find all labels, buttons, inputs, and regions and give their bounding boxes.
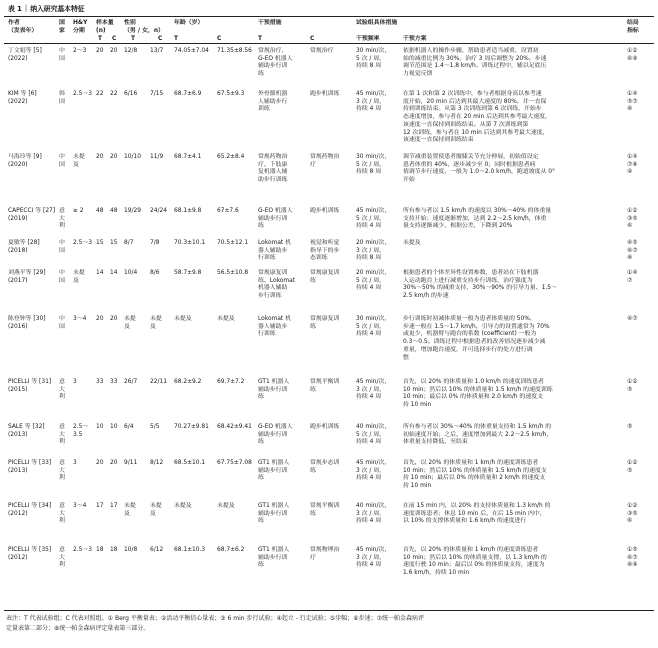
cell-scheme: 首先，以 20% 的体质量和 1 km/h 的速度训练患者 10 min；然后以 10% 的体质量支撑，以 1.3 km/h 的 速度行驶 10 min；最后以 0% 的体质量支持，速度为 1.6 km/h，持续 10 min [403,547,547,577]
table-note-line-1: 表注：T 代表试验组；C 代表对照组。① Berg 平衡量表；②活动平衡信心量表；③ 6 min 步行试验；④起立 - 行走试验；⑤步幅；⑥步速；⑦统一帕金森病评 [6,615,424,622]
cell-age-c: 65.2±8.4 [217,154,245,160]
cell-age-t: 74.05±7.04 [174,48,209,54]
header-country: 国 家 [59,20,65,34]
cell-sample-c: 10 [110,424,118,430]
cell-country: 中 国 [59,154,65,168]
cell-sample-c: 15 [110,240,118,246]
cell-frequency: 45 min/次， 3 次 / 周， 持续 4 周 [356,379,391,401]
cell-intervention-t: GT1 机器人 辅助步行训 练 [258,379,290,401]
top-rule [4,16,654,17]
cell-sex-c: 8/6 [150,270,160,276]
cell-sex-c: 未提 及 [150,503,162,517]
cell-country: 中 国 [59,240,65,254]
cell-author: SALE 等 [32] (2013) [8,424,45,438]
cell-age-t: 70.3±10.1 [174,240,206,246]
cell-sample-t: 33 [96,379,104,385]
cell-sex-t: 19/29 [124,208,141,214]
cell-sex-c: 24/24 [150,208,167,214]
cell-outcome: ④⑤ ⑥⑦ ⑧ [627,240,638,262]
cell-intervention-c: 跑步机训练 [310,424,340,430]
cell-intervention-t: Lokomat 机 器人辅助步 行训练 [258,240,292,262]
cell-sample-t: 20 [96,316,104,322]
cell-age-t: 68.7±6.9 [174,91,202,97]
cell-sample-c: 33 [110,379,118,385]
cell-sex-t: 未提 及 [124,503,136,517]
header-author: 作者 （发表年） [8,20,38,34]
cell-frequency: 30 min/次， 5 次 / 周， 持续 8 周 [356,154,391,176]
cell-outcome: ①② ③⑤ ⑥ [627,503,638,525]
table-note [6,614,652,634]
header-sex-c: C [158,36,163,42]
cell-intervention-c: 跑步机训练 [310,91,340,97]
table-note-line-2: 定量表第二部分；⑧统一帕金森病评定量表第三部分。 [6,625,150,632]
table-title: 纳入研究基本特征 [30,5,85,13]
cell-author: 陈登钟等 [30] (2016) [8,316,46,330]
cell-sample-t: 20 [96,48,104,54]
cell-hy-stage: 3～4 [73,316,87,322]
header-intervention-t: T [258,36,263,42]
title-separator: | [24,4,28,12]
cell-sample-c: 20 [110,316,118,322]
header-sample-t: T [98,36,103,42]
cell-sex-c: 未提 及 [150,316,162,330]
cell-intervention-t: G-EO 机器人 辅助步行训 练 [258,208,293,230]
cell-sample-t: 22 [96,91,104,97]
cell-country: 意 大 利 [59,460,65,482]
cell-age-c: 67±7.6 [217,208,239,214]
cell-sample-t: 14 [96,270,104,276]
cell-sex-c: 8/12 [150,460,164,466]
cell-intervention-c: 常规步态训 练 [310,460,340,474]
cell-sample-t: 18 [96,547,104,553]
cell-sex-t: 未提 及 [124,316,136,330]
cell-sex-t: 8/7 [124,240,134,246]
cell-sex-c: 7/15 [150,91,164,97]
header-hy: H&Y 分期 [73,20,88,34]
cell-age-c: 68.7±6.2 [217,547,245,553]
cell-hy-stage: ≥ 2 [73,208,84,214]
cell-age-t: 68.1±9.8 [174,208,202,214]
cell-sample-c: 20 [110,48,118,54]
cell-frequency: 20 min/次， 3 次 / 周， 持续 8 周 [356,240,391,262]
cell-intervention-t: G-EO 机器人 辅助步行训 练 [258,424,293,446]
cell-age-t: 未提及 [174,503,192,509]
cell-intervention-c: 常规物理治 疗 [310,547,340,561]
cell-sex-c: 6/12 [150,547,164,553]
cell-outcome: ①⑤ ⑥⑦ ⑧⑨ [627,547,638,569]
cell-sex-t: 26/7 [124,379,138,385]
header-experiment-plan: 试验组具体措施 [356,20,398,26]
cell-scheme: 所有参与者以 1.5 km/h 的速度以 30%～40% 的体重量 支持开始；速度逐渐增加，达到 2.2～2.5 km/h，体重 量支持逐渐减少，根据公差，下降到 20% [403,208,552,230]
cell-frequency: 30 min/次， 5 次 / 周， 持续 8 周 [356,48,391,70]
cell-intervention-t: GT1 机器人 辅助步行训 练 [258,547,290,569]
cell-age-c: 未提及 [217,503,235,509]
cell-age-t: 68.2±9.2 [174,379,202,385]
cell-sample-t: 20 [96,154,104,160]
cell-age-c: 未提及 [217,316,235,322]
cell-outcome: ①② ⑤ [627,379,638,393]
cell-outcome: ⑤ [627,424,633,430]
cell-frequency: 40 min/次， 3 次 / 周， 持续 4 周 [356,503,391,525]
cell-sex-c: 7/8 [150,240,160,246]
cell-age-t: 68.5±10.1 [174,460,206,466]
cell-hy-stage: 2.5～3 [73,91,93,97]
cell-author: 刘燕平等 [29] (2017) [8,270,46,284]
cell-intervention-t: 常规治疗、 G-EO 机器人 辅助步行训 练 [258,48,293,78]
cell-intervention-c: 跑步机训练 [310,208,340,214]
cell-scheme: 在第 1 次和第 2 次训练中，参与者根据身高以参考速 度开始，20 min 后达到其最大速度的 80%，并一直保 持到训练结束。从第 3 次训练到第 6 次训练，开始步 态速度增加，参与者在 20 min 后达到其参考最大速度， 该速度一直保持到训练结束。从第 7 次训练到第 12 次训练，参与者在 10 min 后达到其参考最大速度， 该速度一直保持到训练结束 [403,91,551,144]
header-age-t: T [174,36,179,42]
cell-outcome: ①② ③⑤ ⑥ [627,208,638,230]
cell-scheme: 调节减重装置使患者髋膝关节充分伸展，初始值设定 患者体重的 40%，逐步减少至 0；同时根据患者病 情调节步行速度，一般为 1.0～2.0 km/h，跑道坡度从 0° 开始 [403,154,555,184]
cell-scheme: 未提及 [403,240,421,246]
header-intervention: 干预措施 [258,20,282,26]
cell-sex-c: 22/11 [150,379,167,385]
cell-sample-c: 20 [110,154,118,160]
header-age: 年龄（岁） [174,20,204,26]
cell-sex-c: 13/7 [150,48,164,54]
header-sample-size: 样本量 (n) [96,20,114,34]
cell-author: PICELLI 等 [35] (2012) [8,547,52,561]
cell-outcome: ①④ ⑤⑦ ⑧ [627,91,638,113]
cell-intervention-c: 常规平衡训 练 [310,379,340,393]
cell-sample-t: 48 [96,208,104,214]
cell-country: 意 大 利 [59,503,65,525]
cell-author: CAPECCI 等 [27] (2019) [8,208,56,222]
cell-sample-t: 17 [96,503,104,509]
cell-hy-stage: 3 [73,460,77,466]
cell-age-c: 68.42±9.41 [217,424,252,430]
cell-author: 丁文娟等 [5] (2022) [8,48,42,62]
cell-sex-t: 6/4 [124,424,134,430]
cell-age-t: 68.7±4.1 [174,154,202,160]
cell-scheme: 依据机器人的操作步骤，帮助患者适当减重，设置初 始的减重比例为 30%。治疗 3 周后调整为 20%。步速 调节范围是 1.4～1.8 km/h。训练过程中，辅以足底压 力视觉反馈 [403,48,547,78]
cell-age-t: 70.27±9.81 [174,424,209,430]
cell-intervention-t: GT1 机器人 辅助步行训 练 [258,503,290,525]
cell-sex-t: 9/11 [124,460,138,466]
cell-scheme: 在前 15 min 内，以 20% 的支持体质量和 1.3 km/h 的 速度训练患者；休息 10 min 后，在后 15 min 内中， 以 10% 的支撑体质量和 1.6 km/h 的速度进行 [403,503,551,525]
cell-intervention-c: 常规康复训 练 [310,270,340,284]
cell-age-c: 67.5±9.3 [217,91,245,97]
cell-sample-c: 14 [110,270,118,276]
cell-sample-t: 10 [96,424,104,430]
cell-hy-stage: 未提 及 [73,154,85,168]
cell-author: PICELLI 等 [33] (2013) [8,460,52,474]
cell-frequency: 20 min/次， 5 次 / 周， 持续 4 周 [356,270,391,292]
cell-frequency: 40 min/次， 5 次 / 周， 持续 4 周 [356,424,391,446]
cell-age-c: 71.35±8.56 [217,48,252,54]
cell-intervention-t: 常规药物治 疗、下肢康 复机器人辅 助步行训练 [258,154,288,184]
header-sample-c: C [112,36,117,42]
cell-author: 马海玲等 [9] (2020) [8,154,42,168]
cell-author: KIM 等 [6] (2022) [8,91,37,105]
cell-sample-c: 20 [110,460,118,466]
cell-sex-t: 10/4 [124,270,138,276]
cell-scheme: 首先，以 20% 的体质量和 1.0 km/h 的速度训练患者 10 min；然后以 10% 的体质量和 1.5 km/h 的速度训练 10 min；最后以 0% 的体质量和 2.0 km/h 的速度支 持 10 min [403,379,553,409]
cell-outcome: ①② ⑤ [627,460,638,474]
cell-age-c: 70.5±12.1 [217,240,249,246]
cell-sex-c: 11/9 [150,154,164,160]
cell-hy-stage: 2.5～3 [73,240,93,246]
cell-author: PICELLI 等 [31] (2015) [8,379,52,393]
cell-country: 中 国 [59,48,65,62]
header-age-c: C [217,36,222,42]
header-sex-t: T [131,36,136,42]
cell-intervention-t: Lokomat 机 器人辅助步 行训练 [258,316,292,338]
cell-sample-t: 15 [96,240,104,246]
cell-intervention-c: 常规药物治 疗 [310,154,340,168]
cell-country: 意 大 利 [59,424,65,446]
cell-hy-stage: 2.5～3 [73,547,93,553]
cell-intervention-t: GT1 机器人 辅助步行训 练 [258,460,290,482]
cell-sex-t: 10/10 [124,154,141,160]
cell-country: 中 国 [59,270,65,284]
cell-intervention-c: 常规平衡训 练 [310,503,340,517]
cell-country: 中 国 [59,316,65,330]
cell-frequency: 45 min/次， 3 次 / 周， 持续 4 周 [356,460,391,482]
cell-sex-t: 6/16 [124,91,138,97]
cell-sample-t: 20 [96,460,104,466]
cell-age-c: 69.7±7.2 [217,379,245,385]
cell-country: 意 大 利 [59,547,65,569]
cell-intervention-c: 常规治疗 [310,48,334,54]
cell-sex-t: 10/8 [124,547,138,553]
cell-intervention-c: 视觉和听觉 指导下的步 态训练 [310,240,340,262]
cell-hy-stage: 3～4 [73,503,87,509]
cell-age-t: 68.1±10.3 [174,547,206,553]
header-intervention-c: C [310,36,315,42]
cell-sample-c: 22 [110,91,118,97]
cell-intervention-t: 常规康复训 练、Lokomat 机器人辅助 步行训练 [258,270,296,300]
cell-author: 夏敏等 [28] (2018) [8,240,40,254]
cell-scheme: 所有参与者以 30%～40% 的体重量支持和 1.5 km/h 的 初始速度开始；之后，速度增加到最大 2.2～2.5 km/h， 体重量支持降低，至结束 [403,424,553,446]
cell-outcome: ①④ ⑦ [627,270,638,284]
cell-country: 韩 国 [59,91,65,105]
header-sex: 性别 （男 / 女，n） [124,20,164,34]
cell-frequency: 45 min/次， 3 次 / 周， 持续 4 周 [356,547,391,569]
cell-scheme: 根据患者的个体差异性设置参数，患者站在下肢机器 人运动跑台上进行减重支持步行训练，治疗强度为 30%～50% 的减重支持、30%～90% 的引导力量、1.5～ 2.5 km/h 的步速 [403,270,557,300]
cell-country: 意 大 利 [59,208,65,230]
cell-scheme: 步行训练时初减体质量一般为患者体质量的 50%， 步速一般在 1.5～1.7 km/h，引导力的设置通常为 70% 或更少，机器臂与跑台的系数 (coefficient) 一般为 0.3～0.5。训练过程中根据患者的改善情况逐步减少减 重量，增加跑台速度，并可选择步行的处方进行调 整 [403,316,550,361]
cell-intervention-c: 常规康复训 练 [310,316,340,330]
table-number: 表 1 [8,5,22,13]
cell-outcome: ①④ ⑦⑧ ⑨ [627,154,638,176]
cell-author: PICELLI 等 [34] (2012) [8,503,52,517]
cell-frequency: 45 min/次， 5 次 / 周， 持续 4 周 [356,208,391,230]
cell-scheme: 首先，以 20% 的体质量和 1 km/h 的速度训练患者 10 min；然后以 10% 的体质量和 1.5 km/h 的速度支 持 10 min；最后以 0% 的体质量和 2 km/h 的速度支 持 10 min [403,460,547,490]
cell-outcome: ①② ⑥⑨ [627,48,638,62]
header-outcome: 结局 指标 [627,20,639,34]
cell-age-c: 67.75±7.08 [217,460,252,466]
cell-sample-c: 17 [110,503,118,509]
cell-hy-stage: 3 [73,379,77,385]
cell-intervention-t: 外骨骼机器 人辅助步行 训练 [258,91,288,113]
cell-frequency: 30 min/次， 5 次 / 周， 持续 4 周 [356,316,391,338]
table-title-row [8,2,85,14]
header-frequency: 干预频率 [356,36,380,42]
cell-sample-c: 48 [110,208,118,214]
cell-age-t: 未提及 [174,316,192,322]
bottom-rule [4,610,654,611]
header-scheme: 干预方案 [403,36,427,42]
cell-outcome: ④⑦ [627,316,638,322]
cell-sex-t: 12/8 [124,48,138,54]
cell-hy-stage: 2～3 [73,48,87,54]
cell-frequency: 45 min/次， 3 次 / 周， 持续 4 周 [356,91,391,113]
cell-age-t: 58.7±9.8 [174,270,202,276]
cell-sex-c: 5/5 [150,424,160,430]
cell-sample-c: 18 [110,547,118,553]
cell-hy-stage: 2.5～ 3.5 [73,424,89,438]
cell-age-c: 56.5±10.8 [217,270,249,276]
cell-hy-stage: 未提 及 [73,270,85,284]
cell-country: 意 大 利 [59,379,65,401]
